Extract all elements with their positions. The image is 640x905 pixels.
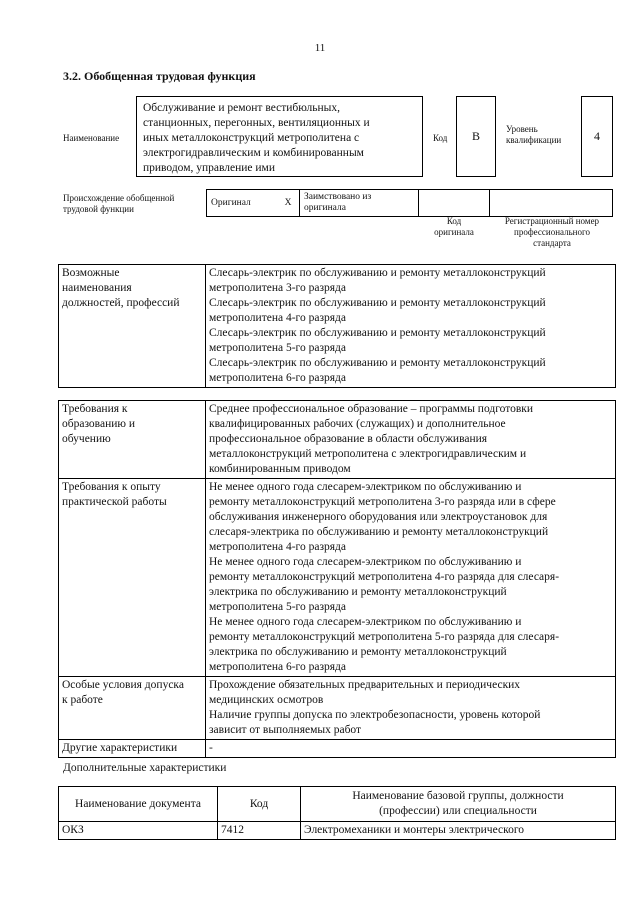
code-original-caption xyxy=(424,216,484,238)
level-value-box: 4 xyxy=(581,96,613,177)
origin-table xyxy=(206,189,613,217)
experience-line: ремонту металлоконструкций метрополитена 3-го разряда или в сфере xyxy=(209,496,556,508)
origin-label xyxy=(63,193,174,215)
experience-line: метрополитена 4-го разряда xyxy=(209,541,346,553)
admission-line: медицинских осмотров xyxy=(209,694,324,706)
admission-value-cell xyxy=(206,677,616,740)
code-original-cell xyxy=(419,190,490,217)
experience-line: метрополитена 5-го разряда xyxy=(209,601,346,613)
education-line: Среднее профессиональное образование – программы подготовки xyxy=(209,403,534,415)
page-number: 11 xyxy=(314,42,326,54)
experience-line: электрика по обслуживанию и ремонту металлоконструкций xyxy=(209,586,507,598)
other-row xyxy=(59,740,616,758)
col-name-header xyxy=(301,787,616,822)
code-label: Код xyxy=(433,133,448,143)
name-cell: Электромеханики и монтеры электрического xyxy=(301,822,616,840)
function-name-line: Обслуживание и ремонт вестибюльных, xyxy=(143,102,341,114)
reg-number-caption-line: профессионального xyxy=(514,227,590,237)
level-label-line: Уровень xyxy=(506,124,538,134)
position-line: метрополитена 3-го разряда xyxy=(209,282,346,294)
education-label-cell xyxy=(59,401,206,479)
col-doc-header: Наименование документа xyxy=(59,787,218,822)
education-row xyxy=(59,401,616,479)
positions-label-line: должностей, профессий xyxy=(62,297,180,309)
position-line: Слесарь-электрик по обслуживанию и ремонту металлоконструкций xyxy=(209,357,546,369)
code-original-caption-line: оригинала xyxy=(434,227,474,237)
origin-label-line: трудовой функции xyxy=(63,204,134,214)
position-line: метрополитена 6-го разряда xyxy=(209,372,346,384)
reg-number-caption xyxy=(488,216,616,249)
additional-title: Дополнительные характеристики xyxy=(63,762,227,774)
admission-line: Прохождение обязательных предварительных и периодических xyxy=(209,679,521,691)
function-name-line: станционных, перегонных, вентиляционных и xyxy=(143,117,370,129)
reg-number-caption-line: стандарта xyxy=(533,238,571,248)
admission-line: зависит от выполняемых работ xyxy=(209,724,362,736)
education-line: квалифицированных рабочих (служащих) и дополнительное xyxy=(209,418,506,430)
positions-value-cell xyxy=(206,265,616,388)
experience-line: Не менее одного года слесарем-электриком по обслуживанию и xyxy=(209,556,522,568)
education-label-line: образованию и xyxy=(62,418,135,430)
experience-line: обслуживания инженерного оборудования или электроустановок для xyxy=(209,511,548,523)
positions-label-cell xyxy=(59,265,206,388)
positions-table xyxy=(58,264,616,388)
table-row xyxy=(59,822,616,840)
experience-line: метрополитена 6-го разряда xyxy=(209,661,346,673)
position-line: Слесарь-электрик по обслуживанию и ремонту металлоконструкций xyxy=(209,267,546,279)
original-label: Оригинал xyxy=(207,190,278,217)
function-name-line: приводом, управление ими xyxy=(143,162,275,174)
experience-label-line: практической работы xyxy=(62,496,167,508)
borrowed-label xyxy=(300,190,419,217)
education-line: комбинированным приводом xyxy=(209,463,351,475)
other-line: - xyxy=(209,742,213,754)
reg-number-cell xyxy=(490,190,613,217)
name-label: Наименование xyxy=(63,133,120,143)
col-code-header: Код xyxy=(218,787,301,822)
code-cell: 7412 xyxy=(218,822,301,840)
doc-cell: ОКЗ xyxy=(59,822,218,840)
function-name-line: иных металлоконструкций метрополитена с xyxy=(143,132,360,144)
position-line: Слесарь-электрик по обслуживанию и ремонту металлоконструкций xyxy=(209,297,546,309)
level-label-line: квалификации xyxy=(506,135,562,145)
borrowed-label-line: Заимствовано из xyxy=(304,192,372,202)
additional-table xyxy=(58,786,616,840)
position-line: метрополитена 4-го разряда xyxy=(209,312,346,324)
experience-line: электрика по обслуживанию и ремонту металлоконструкций xyxy=(209,646,507,658)
col-name-header-line: Наименование базовой группы, должности xyxy=(352,790,564,802)
education-label-line: обучению xyxy=(62,433,111,445)
borrowed-label-line: оригинала xyxy=(304,203,346,213)
other-label-line: Другие характеристики xyxy=(62,742,178,754)
experience-line: слесаря-электрика по обслуживанию и ремонту металлоконструкций xyxy=(209,526,549,538)
experience-value-cell xyxy=(206,479,616,677)
level-label xyxy=(506,124,561,146)
admission-line: Наличие группы допуска по электробезопасности, уровень которой xyxy=(209,709,541,721)
experience-line: ремонту металлоконструкций метрополитена 4-го разряда для слесаря- xyxy=(209,571,560,583)
experience-line: Не менее одного года слесарем-электриком по обслуживанию и xyxy=(209,481,522,493)
education-label-line: Требования к xyxy=(62,403,128,415)
education-line: металлоконструкций метрополитена с электрогидравлическим и xyxy=(209,448,527,460)
experience-line: ремонту металлоконструкций метрополитена 5-го разряда для слесаря- xyxy=(209,631,560,643)
positions-label-line: Возможные xyxy=(62,267,120,279)
experience-line: Не менее одного года слесарем-электриком по обслуживанию и xyxy=(209,616,522,628)
admission-label-cell xyxy=(59,677,206,740)
education-value-cell xyxy=(206,401,616,479)
position-line: метрополитена 5-го разряда xyxy=(209,342,346,354)
admission-row xyxy=(59,677,616,740)
code-value-box: В xyxy=(456,96,496,177)
origin-label-line: Происхождение обобщенной xyxy=(63,193,175,203)
reg-number-caption-line: Регистрационный номер xyxy=(504,216,600,226)
additional-header-row xyxy=(59,787,616,822)
position-line: Слесарь-электрик по обслуживанию и ремонту металлоконструкций xyxy=(209,327,546,339)
code-original-caption-line: Код xyxy=(446,216,462,226)
function-name-line: электрогидравлическим и комбинированным xyxy=(143,147,364,159)
experience-label-line: Требования к опыту xyxy=(62,481,161,493)
other-label-cell xyxy=(59,740,206,758)
admission-label-line: к работе xyxy=(62,694,103,706)
admission-label-line: Особые условия допуска xyxy=(62,679,184,691)
experience-label-cell xyxy=(59,479,206,677)
education-line: профессиональное образование в области обслуживания xyxy=(209,433,488,445)
experience-row xyxy=(59,479,616,677)
requirements-table xyxy=(58,400,616,758)
positions-label-line: наименования xyxy=(62,282,132,294)
section-title: 3.2. Обобщенная трудовая функция xyxy=(63,69,256,83)
function-name-box xyxy=(136,96,423,177)
original-x-mark: X xyxy=(277,190,300,217)
other-value-cell xyxy=(206,740,616,758)
col-name-header-line: (профессии) или специальности xyxy=(379,805,537,817)
